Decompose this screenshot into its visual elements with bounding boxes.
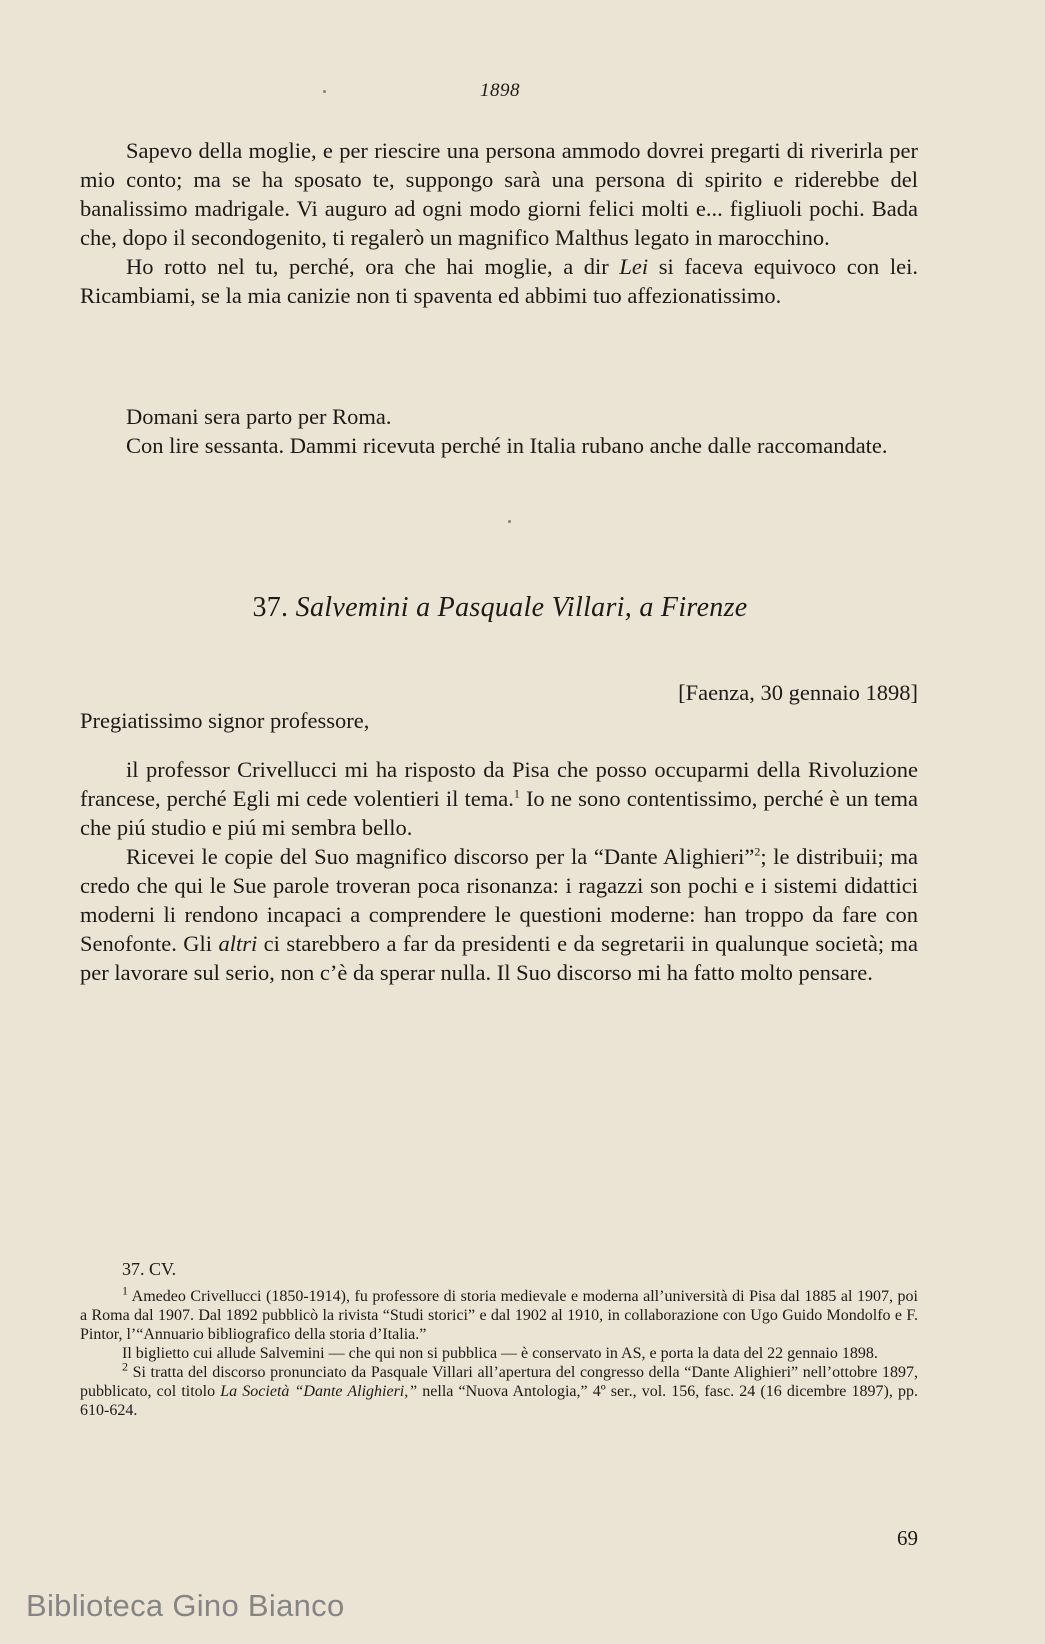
paragraph: Ricevei le copie del Suo magnifico discorso per la “Dante Alighieri”$^2$; le distribuii; ma credo che qui le Sue parole troveran poca risonanza: i ragazzi son pochi e i sistemi didattici moderni li rendono incapaci a comprendere le questioni moderne: han troppo da fare con Senofonte. Gli altri ci starebbero a far da presidenti e da segretarii in qualunque società; ma per lavorare sul serio, non c’è da sperar nulla. Il Suo discorso mi ha fatto molto pensare. xyxy=(80,844,918,985)
postscript xyxy=(80,402,918,460)
paragraph: Ho rotto nel tu, perché, ora che hai moglie, a dir Lei si faceva equivoco con lei. Ricambiami, se la mia canizie non ti spaventa ed abbimi tuo affezionatissimo. xyxy=(80,254,918,308)
letter-heading xyxy=(0,592,1000,624)
paragraph: il professor Crivellucci mi ha risposto da Pisa che posso occuparmi della Rivoluzione francese, perché Egli mi cede volentieri il tema.$^1$ Io ne sono contentissimo, perché è un tema che piú studio e piú mi sembra bello. xyxy=(80,757,918,840)
postscript-line: Domani sera parto per Roma. xyxy=(126,404,392,429)
footnote-1: $^1$ Amedeo Crivellucci (1850-1914), fu professore di storia medievale e moderna all’università di Pisa dal 1885 al 1907, poi a Roma dal 1907. Dal 1892 pubblicò la rivista “Studi storici” e dal 1902 al 1910, in collaborazione con Ugo Guido Mondolfo e F. Pintor, l’“Annuario bibliografico della storia d’Italia.” xyxy=(80,1283,918,1343)
letter-title: Salvemini a Pasquale Villari, a Firenze xyxy=(295,592,748,623)
footnote-marker[interactable]: 2 xyxy=(754,844,761,859)
footnote-1-continued: Il biglietto cui allude Salvemini — che qui non si pubblica — è conservato in AS, e porta la data del 22 gennaio 1898. xyxy=(122,1345,878,1362)
footnote-2: $^2$ Si tratta del discorso pronunciato da Pasquale Villari all’apertura del congresso della “Dante Alighieri” nell’ottobre 1897, pubblicato, col titolo La Società “Dante Alighieri,” nella “Nuova Antologia,” 4º ser., vol. 156, fasc. 24 (16 dicembre 1897), pp. 610-624. xyxy=(80,1359,918,1419)
running-head: 1898 xyxy=(480,80,520,101)
postscript-line: Con lire sessanta. Dammi ricevuta perché in Italia rubano anche dalle raccomandate. xyxy=(126,433,888,458)
emphasis: altri xyxy=(218,931,258,956)
footnote-source-ref: 37. CV. xyxy=(122,1259,177,1279)
footnotes xyxy=(80,1260,918,1420)
footnote-number: 1 xyxy=(122,1283,128,1298)
letter-body xyxy=(80,755,918,987)
page-number: 69 xyxy=(897,1526,918,1550)
footnote-number: 2 xyxy=(122,1359,128,1374)
library-watermark: Biblioteca Gino Bianco xyxy=(26,1588,345,1623)
emphasis: Lei xyxy=(619,254,649,279)
paper-speck xyxy=(508,520,511,523)
dateline: [Faenza, 30 gennaio 1898] xyxy=(678,680,918,705)
previous-letter-ending xyxy=(80,136,918,310)
letter-number: 37. xyxy=(252,592,289,623)
emphasis: La Società “Dante Alighieri,” xyxy=(220,1383,418,1400)
salutation: Pregiatissimo signor professore, xyxy=(80,708,370,733)
paper-speck xyxy=(323,90,326,93)
footnote-marker[interactable]: 1 xyxy=(513,786,520,801)
paragraph: Sapevo della moglie, e per riescire una persona ammodo dovrei pregarti di riverirla per mio conto; ma se ha sposato te, suppongo sarà una persona di spirito e riderebbe del banalissimo madrigale. Vi auguro ad ogni modo giorni felici molti e... figliuoli pochi. Bada che, dopo il secondogenito, ti regalerò un magnifico Malthus legato in marocchino. xyxy=(80,138,918,250)
